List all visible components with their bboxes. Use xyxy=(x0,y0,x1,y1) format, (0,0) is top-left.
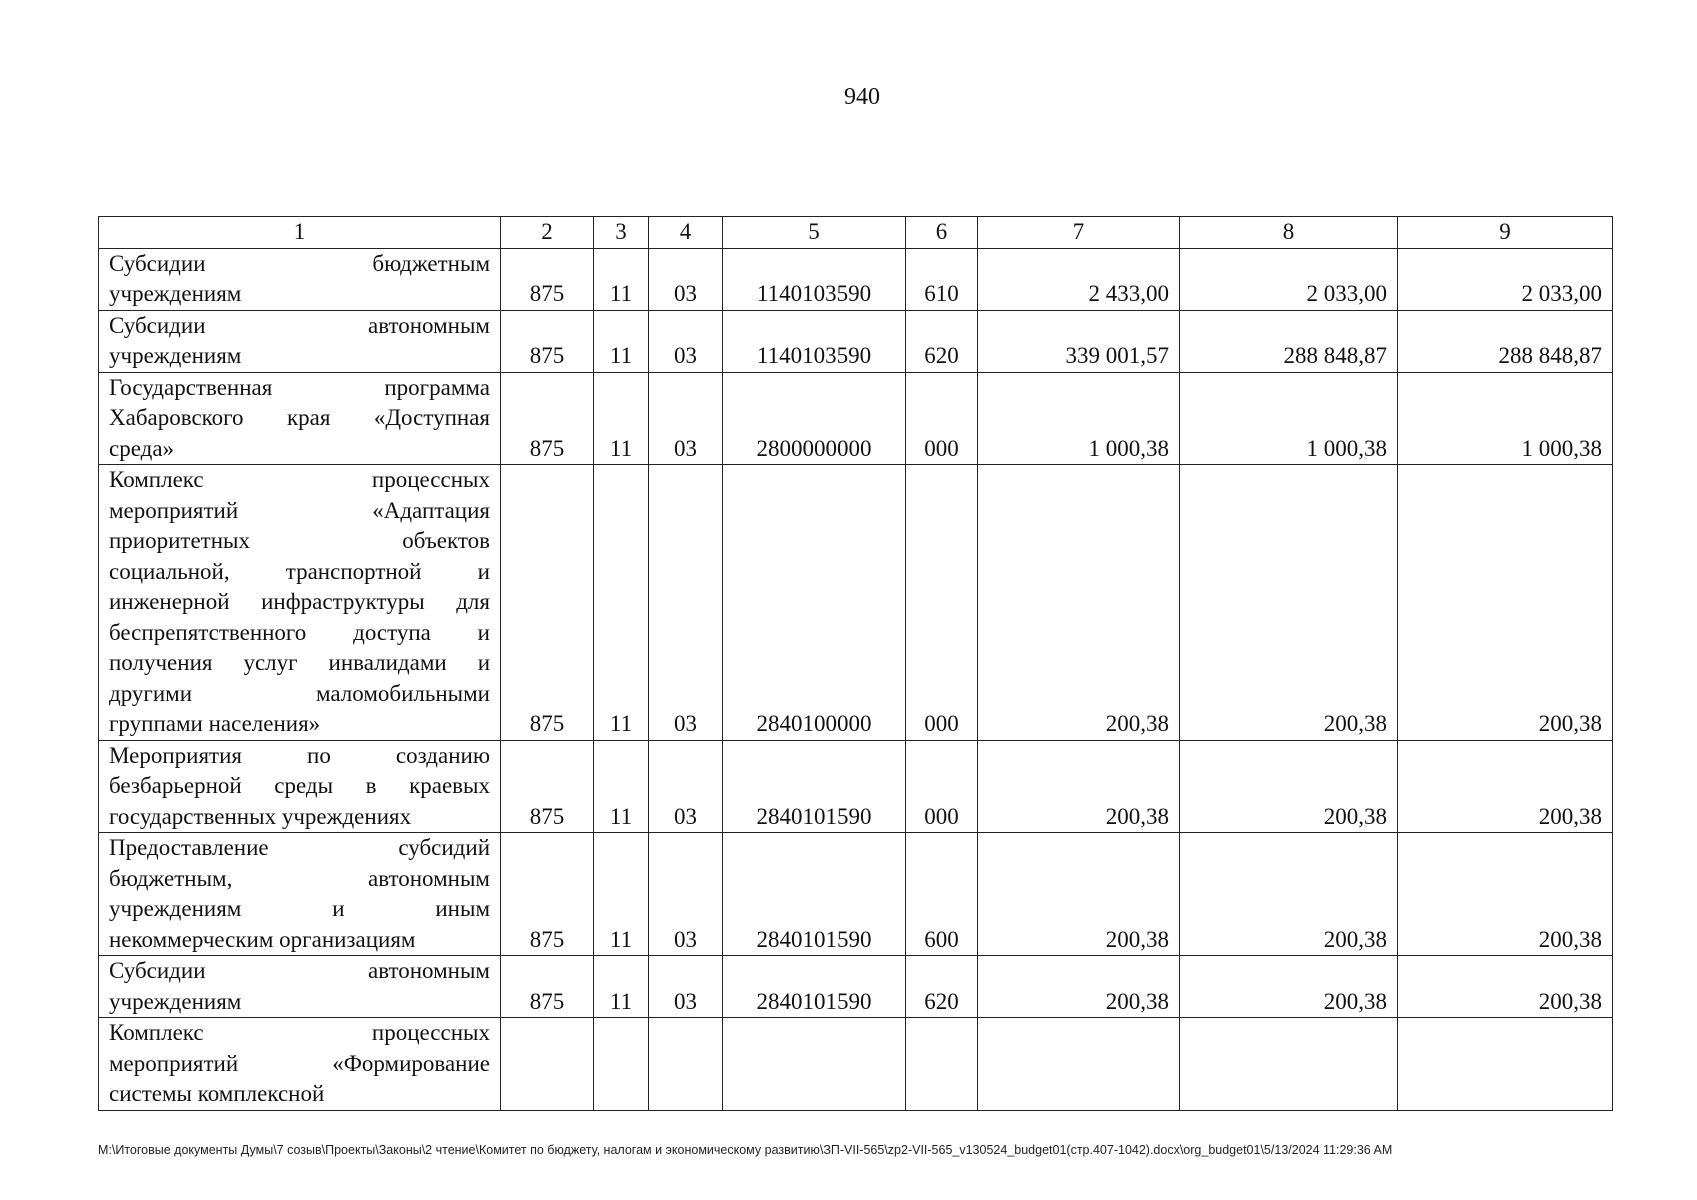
column-header-6: 6 xyxy=(906,217,978,249)
target-article: 2800000000 xyxy=(723,372,906,465)
row-name xyxy=(99,956,501,1018)
row-name-line: Комплекс процессных xyxy=(109,1020,490,1045)
expense-type: 000 xyxy=(906,372,978,465)
section-code: 11 xyxy=(594,372,649,465)
section-code: 11 xyxy=(594,310,649,372)
row-name-line: беспрепятственного доступа и xyxy=(109,619,490,645)
empty-cell xyxy=(501,1018,594,1111)
row-name-line: получения услуг инвалидами и xyxy=(109,650,490,675)
row-name-line: Субсидии автономным xyxy=(109,312,490,338)
admin-code: 875 xyxy=(501,248,594,310)
amount-col8: 2 033,00 xyxy=(1180,248,1398,310)
row-name-line: учреждениям xyxy=(109,281,242,306)
empty-cell xyxy=(906,1018,978,1111)
subsection-code: 03 xyxy=(649,310,723,372)
amount-col9: 2 033,00 xyxy=(1398,248,1613,310)
budget-table xyxy=(98,216,1613,1111)
table-row xyxy=(99,372,1613,465)
amount-col8: 200,38 xyxy=(1180,465,1398,741)
row-name-line: социальной, транспортной и xyxy=(109,558,490,584)
target-article: 1140103590 xyxy=(723,248,906,310)
column-header-1: 1 xyxy=(99,217,501,249)
row-name xyxy=(99,1018,501,1111)
table-row-continued xyxy=(99,1018,1613,1111)
amount-col9: 200,38 xyxy=(1398,956,1613,1018)
row-name-line: Хабаровского края «Доступная xyxy=(109,405,490,430)
row-name-line: Комплекс процессных xyxy=(109,467,490,492)
target-article: 2840101590 xyxy=(723,833,906,956)
footer-file-path: M:\Итоговые документы Думы\7 созыв\Проекты\Законы\2 чтение\Комитет по бюджету, налогам и экономическому развитию\ЗП-VII-565\zp2-VII-565_v130524_budget01(стр.407-1042).docx\org_budget01\5/13/2024 11:29:36 AM xyxy=(98,1143,1393,1157)
column-header-5: 5 xyxy=(723,217,906,249)
row-name-line: мероприятий «Формирование xyxy=(109,1050,490,1076)
page-number: 940 xyxy=(844,84,880,110)
subsection-code: 03 xyxy=(649,465,723,741)
amount-col8: 200,38 xyxy=(1180,956,1398,1018)
subsection-code: 03 xyxy=(649,372,723,465)
subsection-code: 03 xyxy=(649,833,723,956)
empty-cell xyxy=(1180,1018,1398,1111)
amount-col9: 1 000,38 xyxy=(1398,372,1613,465)
expense-type: 600 xyxy=(906,833,978,956)
expense-type: 000 xyxy=(906,740,978,833)
header-row xyxy=(99,217,1613,249)
table-row xyxy=(99,465,1613,741)
empty-cell xyxy=(1398,1018,1613,1111)
admin-code: 875 xyxy=(501,956,594,1018)
empty-cell xyxy=(649,1018,723,1111)
column-header-9: 9 xyxy=(1398,217,1613,249)
table-row xyxy=(99,833,1613,956)
row-name-line: бюджетным, автономным xyxy=(109,865,490,891)
amount-col7: 200,38 xyxy=(978,956,1180,1018)
amount-col7: 200,38 xyxy=(978,833,1180,956)
row-name xyxy=(99,248,501,310)
section-code: 11 xyxy=(594,465,649,741)
amount-col7: 200,38 xyxy=(978,740,1180,833)
column-header-2: 2 xyxy=(501,217,594,249)
amount-col7: 1 000,38 xyxy=(978,372,1180,465)
amount-col8: 1 000,38 xyxy=(1180,372,1398,465)
row-name-line: Субсидии бюджетным xyxy=(109,250,490,276)
column-header-7: 7 xyxy=(978,217,1180,249)
admin-code: 875 xyxy=(501,310,594,372)
target-article: 2840101590 xyxy=(723,740,906,833)
expense-type: 610 xyxy=(906,248,978,310)
amount-col8: 200,38 xyxy=(1180,740,1398,833)
admin-code: 875 xyxy=(501,465,594,741)
row-name-line: инженерной инфраструктуры для xyxy=(109,589,490,614)
row-name-line: другими маломобильными xyxy=(109,680,490,706)
table-row xyxy=(99,740,1613,833)
row-name xyxy=(99,310,501,372)
column-header-8: 8 xyxy=(1180,217,1398,249)
amount-col7: 339 001,57 xyxy=(978,310,1180,372)
target-article: 1140103590 xyxy=(723,310,906,372)
expense-type: 000 xyxy=(906,465,978,741)
row-name-line: среда» xyxy=(109,435,175,461)
row-name xyxy=(99,740,501,833)
admin-code: 875 xyxy=(501,740,594,833)
row-name-line: некоммерческим организациям xyxy=(109,926,416,952)
section-code: 11 xyxy=(594,248,649,310)
section-code: 11 xyxy=(594,740,649,833)
expense-type: 620 xyxy=(906,956,978,1018)
row-name-line: мероприятий «Адаптация xyxy=(109,497,490,523)
empty-cell xyxy=(723,1018,906,1111)
column-header-3: 3 xyxy=(594,217,649,249)
row-name-line: приоритетных объектов xyxy=(109,528,490,553)
row-name-line: группами населения» xyxy=(109,711,321,736)
amount-col7: 2 433,00 xyxy=(978,248,1180,310)
table-body xyxy=(99,248,1613,1110)
empty-cell xyxy=(594,1018,649,1111)
row-name-line: учреждениям и иным xyxy=(109,896,490,921)
amount-col8: 200,38 xyxy=(1180,833,1398,956)
admin-code: 875 xyxy=(501,833,594,956)
subsection-code: 03 xyxy=(649,248,723,310)
amount-col7: 200,38 xyxy=(978,465,1180,741)
amount-col9: 200,38 xyxy=(1398,833,1613,956)
section-code: 11 xyxy=(594,833,649,956)
target-article: 2840101590 xyxy=(723,956,906,1018)
row-name-line: Субсидии автономным xyxy=(109,958,490,983)
amount-col9: 288 848,87 xyxy=(1398,310,1613,372)
subsection-code: 03 xyxy=(649,956,723,1018)
table-row xyxy=(99,956,1613,1018)
amount-col9: 200,38 xyxy=(1398,465,1613,741)
row-name-line: системы комплексной xyxy=(109,1081,325,1106)
empty-cell xyxy=(978,1018,1180,1111)
row-name xyxy=(99,465,501,741)
row-name-line: Государственная программа xyxy=(109,374,490,400)
row-name-line: безбарьерной среды в краевых xyxy=(109,773,490,798)
row-name-line: государственных учреждениях xyxy=(109,803,412,829)
expense-type: 620 xyxy=(906,310,978,372)
amount-col8: 288 848,87 xyxy=(1180,310,1398,372)
target-article: 2840100000 xyxy=(723,465,906,741)
subsection-code: 03 xyxy=(649,740,723,833)
row-name xyxy=(99,833,501,956)
table-row xyxy=(99,248,1613,310)
row-name-line: Предоставление субсидий xyxy=(109,835,490,860)
row-name-line: учреждениям xyxy=(109,343,242,368)
section-code: 11 xyxy=(594,956,649,1018)
row-name xyxy=(99,372,501,465)
column-header-4: 4 xyxy=(649,217,723,249)
amount-col9: 200,38 xyxy=(1398,740,1613,833)
row-name-line: учреждениям xyxy=(109,988,242,1014)
table-row xyxy=(99,310,1613,372)
row-name-line: Мероприятия по созданию xyxy=(109,742,490,768)
admin-code: 875 xyxy=(501,372,594,465)
